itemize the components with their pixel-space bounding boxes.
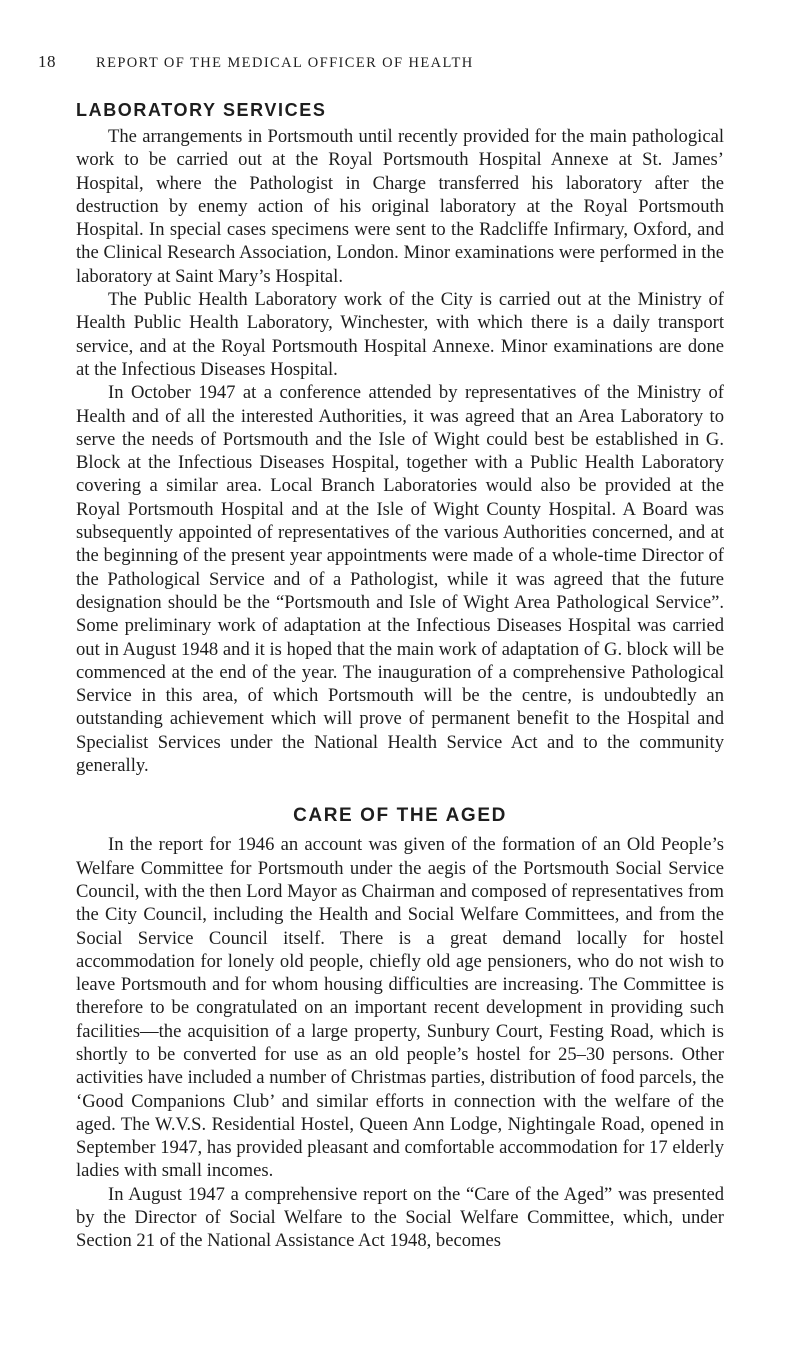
running-title: REPORT OF THE MEDICAL OFFICER OF HEALTH <box>96 55 474 71</box>
paragraph: The arrangements in Portsmouth until recently provided for the main pathological work to be carried out at the Royal Portsmouth Hospital Annexe at St. James’ Hospital, where the Pathologist in Charge transferred his laboratory after the destruction by enemy action of his original laboratory at the Royal Portsmouth Hospital. In special cases specimens were sent to the Radcliffe Infirmary, Oxford, and the Clinical Research Association, London. Minor examinations were performed in the laboratory at Saint Mary’s Hospital. <box>76 126 724 287</box>
page-header <box>38 52 770 72</box>
page-body <box>76 100 724 1253</box>
paragraph: In August 1947 a comprehensive report on the “Care of the Aged” was presented by the Director of Social Welfare to the Social Welfare Committee, which, under Section 21 of the National Assistance Act 1948, becomes <box>76 1183 724 1252</box>
paragraph: In the report for 1946 an account was given of the formation of an Old People’s Welfare Committee for Portsmouth under the aegis of the Portsmouth Social Service Council, with the then Lord Mayor as Chairman and composed of representatives from the City Council, including the Health and Social Welfare Committees, and from the Social Service Council itself. There is a great demand locally for hostel accommodation for lonely old people, chiefly old age pensioners, who do not wish to leave Portsmouth and for whom housing difficulties are increasing. The Committee is therefore to be congratulated on an important recent development in providing such facilities—the acquisition of a large property, Sunbury Court, Festing Road, which is shortly to be converted for use as an old people’s hostel for 25–30 persons. Other activities have included a number of Christmas parties, distribution of food parcels, the ‘Good Companions Club’ and similar efforts in connection with the welfare of the aged. The W.V.S. Residential Hostel, Queen Ann Lodge, Nightingale Road, opened in September 1947, has provided pleasant and comfortable accommodation for 17 elderly ladies with small incomes. <box>76 834 724 1182</box>
paragraph: In October 1947 at a conference attended by representatives of the Ministry of Health and of all the interested Authorities, it was agreed that an Area Laboratory to serve the needs of Portsmouth and the Isle of Wight could best be established in G. Block at the Infectious Diseases Hospital, together with a Public Health Laboratory covering a similar area. Local Branch Laboratories would also be provided at the Royal Portsmouth Hospital and at the Isle of Wight County Hospital. A Board was subsequently appointed of representatives of the various Authorities concerned, and at the beginning of the present year appointments were made of a whole-time Director of the Pathological Service and of a Pathologist, while it was agreed that the future designation should be the “Portsmouth and Isle of Wight Area Pathological Service”. Some preliminary work of adaptation at the Infectious Diseases Hospital was carried out in August 1948 and it is hoped that the main work of adaptation of G. block will be commenced at the end of the year. The inauguration of a comprehensive Pathological Service in this area, of which Portsmouth will be the centre, is undoubtedly an outstanding achievement which will prove of permanent benefit to the Hospital and Specialist Services under the National Health Service Act and to the community generally. <box>76 382 724 777</box>
section-title-laboratory-services: LABORATORY SERVICES <box>76 100 327 120</box>
section-title-care-of-the-aged: CARE OF THE AGED <box>293 805 507 827</box>
paragraph: The Public Health Laboratory work of the City is carried out at the Ministry of Health Public Health Laboratory, Winchester, with which there is a daily transport service, and at the Royal Portsmouth Hospital Annexe. Minor examinations are done at the Infectious Diseases Hospital. <box>76 289 724 380</box>
page-number: 18 <box>38 52 56 71</box>
